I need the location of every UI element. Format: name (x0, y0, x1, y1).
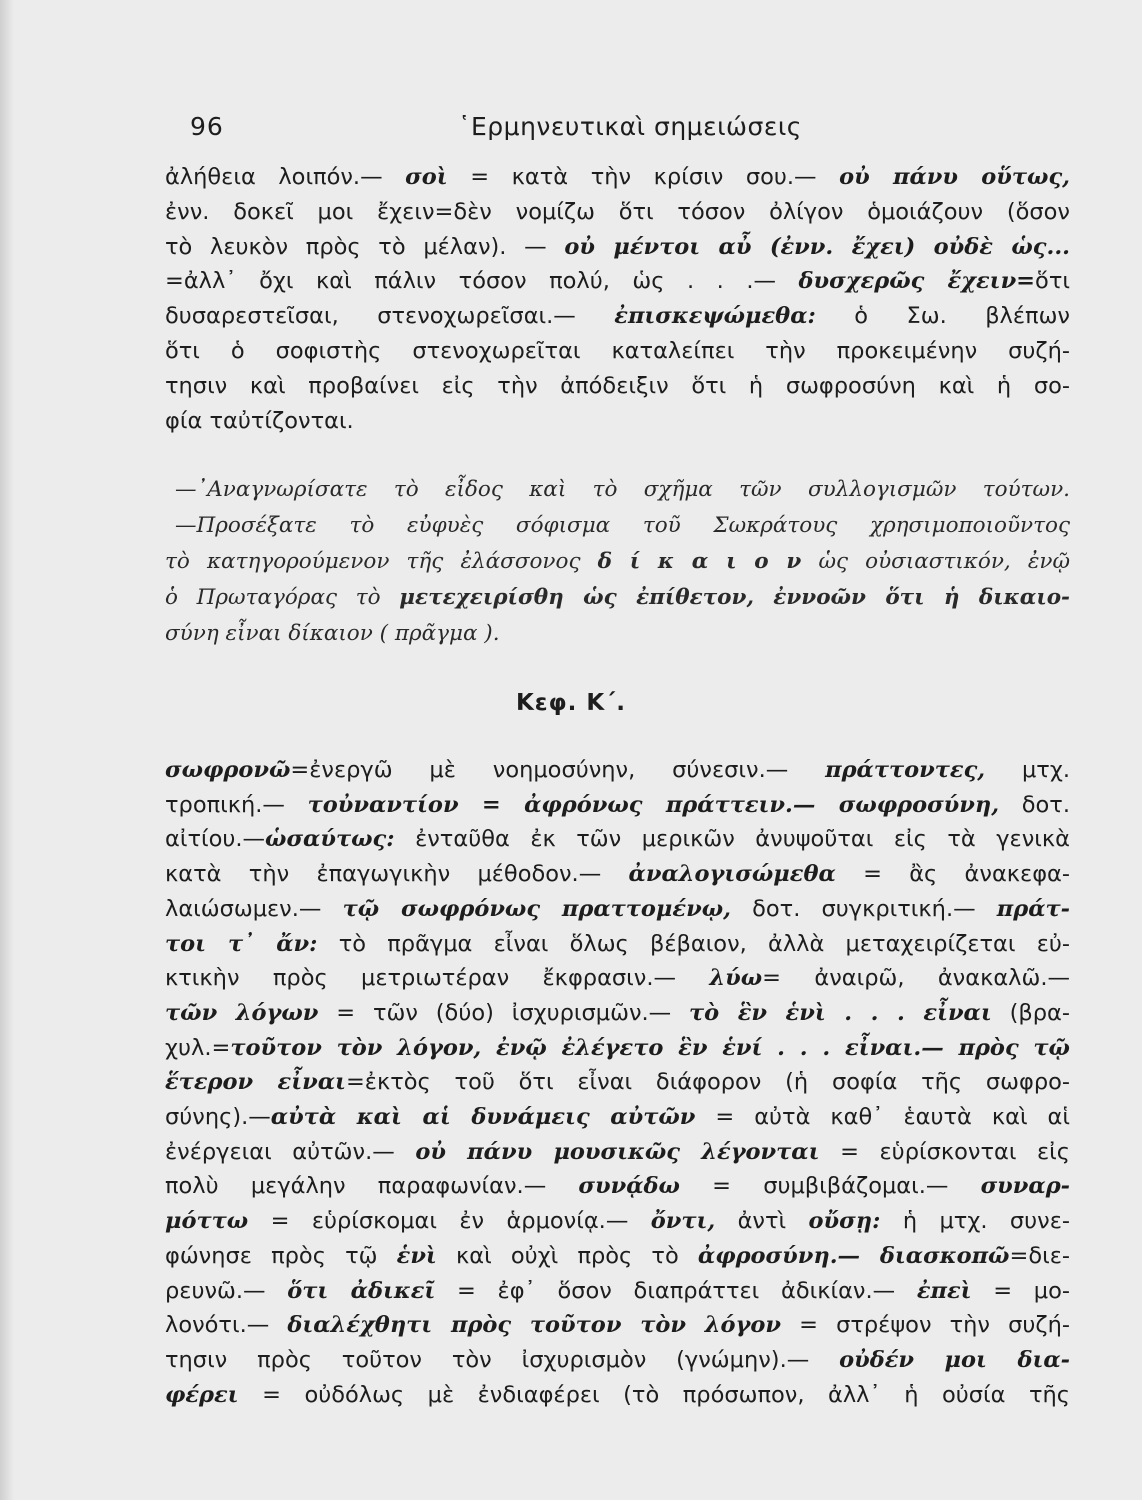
lemma: οὐ πάνυ μουσικῶς λέγονται (415, 1138, 820, 1165)
lemma: ἕτερον εἶναι (165, 1069, 346, 1096)
gloss-text: =διε- (1009, 1242, 1070, 1269)
gloss-text: ἡ μτχ. συνε- (880, 1208, 1070, 1235)
gloss-text: ὁ Σω. βλέπων (815, 303, 1070, 330)
text-line (165, 160, 1070, 195)
text-line (165, 1065, 1070, 1100)
text-line (165, 369, 1070, 404)
lemma: λύω (709, 965, 763, 992)
gloss-text: = εὑρίσκομαι ἐν ἁρμονίᾳ.— (248, 1208, 651, 1235)
gloss-text: τὸ πρᾶγμα εἶναι ὅλως βέβαιον, ἀλλὰ μεταχειρίζεται εὐ- (317, 930, 1070, 957)
gloss-text: = ἀναιρῶ, ἀνακαλῶ.— (762, 965, 1070, 992)
gloss-text: ἐνν. δοκεῖ μοι ἔχειν=δὲν νομίζω ὅτι τόσον ὀλίγον ὁμοιάζουν (ὅσον (165, 198, 1070, 225)
exercises-block (165, 472, 1070, 652)
text-line (165, 508, 1070, 544)
text-line (165, 1169, 1070, 1204)
lemma: σοὶ (405, 164, 448, 190)
lemma: αὐτὰ καὶ αἱ δυνάμεις αὐτῶν (270, 1104, 696, 1131)
gloss-text: = εὑρίσκονται εἰς (819, 1138, 1070, 1165)
text-line (165, 299, 1070, 334)
lemma: ἑνὶ (396, 1242, 437, 1269)
text-line (165, 404, 1070, 439)
commentary-paragraph-2 (165, 753, 1070, 1412)
gloss-text: καὶ οὐχὶ πρὸς τὸ (436, 1242, 698, 1269)
lemma: συναρ- (980, 1173, 1070, 1200)
chapter-heading: Κεφ. Κ΄. (515, 690, 627, 716)
text-line (165, 1031, 1070, 1066)
gloss-text: κτικὴν πρὸς μετριωτέραν ἔκφρασιν.— (165, 965, 710, 992)
gloss-text: = συμβιβάζομαι.— (679, 1173, 981, 1200)
lemma: μόττω (165, 1208, 249, 1235)
lemma: σωφρονῶ (165, 757, 291, 783)
lemma: τῷ σωφρόνως πραττομένῳ, (342, 895, 731, 922)
gloss-text: = αὐτὰ καθ᾽ ἑαυτὰ καὶ αἱ (695, 1104, 1070, 1131)
text-line (165, 230, 1070, 265)
gloss-text: δοτ. συγκριτική.— (730, 895, 997, 922)
text-line (165, 996, 1070, 1031)
lemma: οὐ πάνυ οὕτως, (839, 164, 1070, 190)
page-number: 96 (190, 112, 224, 141)
lemma: τοι τ᾽ ἄν: (165, 930, 318, 957)
gloss-text: = ἂς ἀνακεφα- (835, 861, 1070, 888)
lemma: μετεχειρίσθη ὡς ἐπίθετον, ἐννοῶν ὅτι ἡ δικαιο- (399, 585, 1070, 610)
text-line (165, 544, 1070, 580)
lemma: τῶν λόγων (165, 999, 319, 1026)
gloss-text: τησιν πρὸς τοῦτον τὸν ἰσχυρισμὸν (γνώμην).— (165, 1346, 840, 1373)
commentary-paragraph-1 (165, 160, 1070, 438)
gloss-text: λονότι.— (165, 1312, 288, 1339)
gloss-text: ὅτι (1035, 268, 1070, 295)
gloss-text: φώνησε πρὸς τῷ (165, 1242, 397, 1269)
gloss-text: =ἀλλ᾽ ὄχι καὶ πάλιν τόσον πολύ, ὡς . . .— (165, 268, 799, 295)
gloss-text: φία ταὐτίζονται. (165, 407, 354, 434)
text-line (165, 892, 1070, 927)
gloss-text: ἐνέργειαι αὐτῶν.— (165, 1138, 416, 1165)
text-line (165, 822, 1070, 857)
text-line (165, 616, 1070, 652)
lemma: ὡσαύτως: (265, 826, 395, 853)
gloss-text: λαιώσωμεν.— (165, 895, 343, 922)
gloss-text: πολὺ μεγάλην παραφωνίαν.— (165, 1173, 579, 1200)
gloss-text: ἀντὶ (715, 1208, 809, 1235)
text-line (165, 753, 1070, 788)
text-line (165, 927, 1070, 962)
lemma: συνᾴδω (578, 1173, 680, 1200)
lemma: οὐδέν μοι δια- (839, 1346, 1070, 1373)
lemma: δυσχερῶς ἔχειν= (798, 268, 1036, 295)
page-edge-shadow (0, 0, 14, 1500)
text-line (165, 788, 1070, 823)
gloss-text: μτχ. (985, 757, 1070, 783)
text-line (165, 334, 1070, 369)
gloss-text: χυλ.= (165, 1034, 231, 1061)
gloss-text: ὅτι ὁ σοφιστὴς στενοχωρεῖται καταλείπει τὴν προκειμένην συζή- (165, 337, 1070, 364)
running-head: ῾Ερμηνευτικαὶ σημειώσεις (458, 112, 802, 141)
text-line (165, 961, 1070, 996)
gloss-text: ἐνταῦθα ἐκ τῶν μερικῶν ἀνυψοῦται εἰς τὰ γενικὰ (394, 826, 1070, 853)
lemma: δ ί κ α ι ο ν (597, 549, 802, 574)
gloss-text: αἰτίου.— (165, 826, 266, 853)
lemma: ἀφροσύνη.— διασκοπῶ (697, 1242, 1010, 1269)
gloss-text: = στρέψον τὴν συζή- (781, 1312, 1070, 1339)
lemma: ὅτι ἀδικεῖ (287, 1277, 436, 1304)
page-header (190, 112, 1070, 152)
gloss-text: ὁ Πρωταγόρας τὸ (165, 585, 400, 610)
gloss-text: τησιν καὶ προβαίνει εἰς τὴν ἀπόδειξιν ὅτι ἡ σωφροσύνη καὶ ἡ σο- (165, 372, 1070, 399)
text-line (165, 195, 1070, 230)
text-line (165, 1100, 1070, 1135)
text-line (165, 1308, 1070, 1343)
gloss-text: —Προσέξατε τὸ εὐφυὲς σόφισμα τοῦ Σωκράτους χρησιμοποιοῦντος (175, 513, 1070, 538)
gloss-text: = τῶν (δύο) ἰσχυρισμῶν.— (318, 999, 690, 1026)
gloss-text: σύνη εἶναι δίκαιον ( πρᾶγμα ). (165, 621, 500, 646)
gloss-text: κατὰ τὴν ἐπαγωγικὴν μέθοδον.— (165, 861, 629, 888)
gloss-text: =ἐκτὸς τοῦ ὅτι εἶναι διάφορον (ἡ σοφία τῆς σωφρο- (345, 1069, 1070, 1096)
gloss-text: τροπική.— (165, 791, 308, 818)
gloss-text: δοτ. (999, 791, 1070, 818)
text-line (165, 1135, 1070, 1170)
gloss-text: ρευνῶ.— (165, 1277, 288, 1304)
text-line (165, 580, 1070, 616)
gloss-text: ἀλήθεια λοιπόν.— (165, 164, 406, 190)
text-line (165, 857, 1070, 892)
lemma: φέρει (165, 1381, 239, 1408)
lemma: τοὐναντίον = ἀφρόνως πράττειν.— σωφροσύνη, (307, 791, 1000, 818)
text-line (165, 1204, 1070, 1239)
text-line (165, 1274, 1070, 1309)
lemma: ὄντι, (650, 1208, 716, 1235)
lemma: ἐπισκεψώμεθα: (614, 303, 816, 330)
gloss-text: —᾿Αναγνωρίσατε τὸ εἶδος καὶ τὸ σχῆμα τῶν συλλογισμῶν τούτων. (175, 477, 1070, 502)
lemma: ἀναλογισώμεθα (628, 861, 836, 888)
text-line (165, 1343, 1070, 1378)
gloss-text: = οὐδόλως μὲ ἐνδιαφέρει (τὸ πρόσωπον, ἀλλ᾽ ἡ οὐσία τῆς (238, 1381, 1070, 1408)
gloss-text: = μο- (971, 1277, 1070, 1304)
lemma: πράττοντες, (825, 757, 986, 783)
lemma: πράτ- (996, 895, 1070, 922)
gloss-text: = ἐφ᾽ ὅσον διαπράττει ἀδικίαν.— (435, 1277, 917, 1304)
lemma: τὸ ἓν ἑνὶ . . . εἶναι (689, 999, 992, 1026)
gloss-text: τὸ κατηγορούμενον τῆς ἐλάσσονος (165, 549, 598, 574)
gloss-text: = κατὰ τὴν κρίσιν σου.— (447, 164, 840, 190)
gloss-text: τὸ λευκὸν πρὸς τὸ μέλαν). — (165, 233, 565, 260)
text-line (165, 1378, 1070, 1413)
text-line (165, 264, 1070, 299)
lemma: οὔσῃ: (808, 1208, 881, 1235)
gloss-text: δυσαρεστεῖσαι, στενοχωρεῖσαι.— (165, 303, 615, 330)
gloss-text: =ἐνεργῶ μὲ νοημοσύνην, σύνεσιν.— (290, 757, 826, 783)
gloss-text: σύνης).— (165, 1104, 271, 1131)
lemma: διαλέχθητι πρὸς τοῦτον τὸν λόγον (287, 1312, 782, 1339)
gloss-text: (βρα- (991, 999, 1070, 1026)
text-line (165, 472, 1070, 508)
lemma: τοῦτον τὸν λόγον, ἐνῷ ἐλέγετο ἓν ἑνί . . . εἶναι.— πρὸς τῷ (230, 1034, 1070, 1061)
gloss-text: ὡς οὐσιαστικόν, ἐνῷ (801, 549, 1070, 574)
lemma: ἐπεὶ (916, 1277, 972, 1304)
text-line (165, 1239, 1070, 1274)
lemma: οὐ μέντοι αὖ (ἐνν. ἔχει) οὐδὲ ὡς... (564, 233, 1070, 260)
